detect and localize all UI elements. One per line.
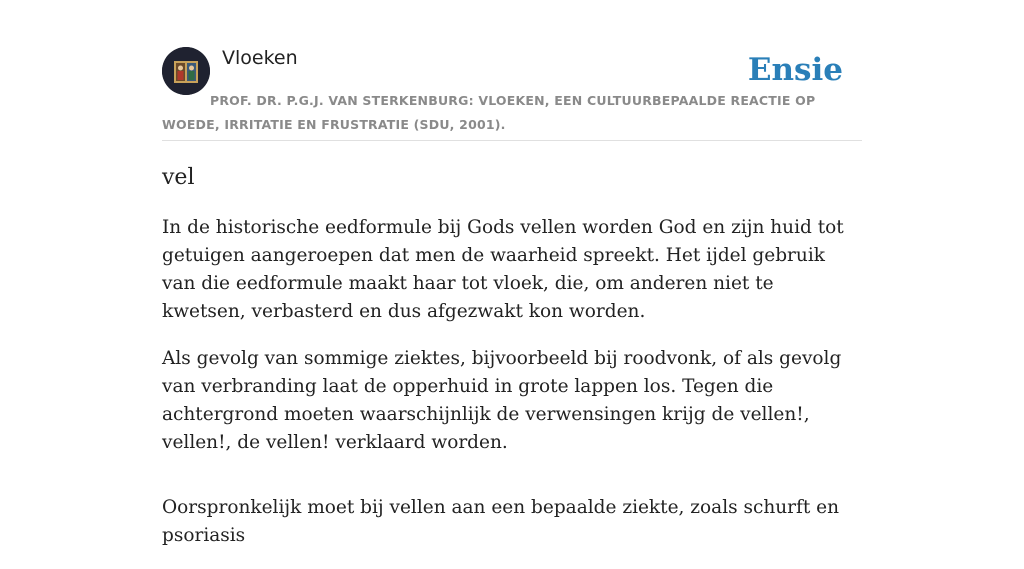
article-content [162, 160, 862, 569]
book-title[interactable]: Vloeken [222, 47, 298, 69]
book-cover-icon[interactable] [162, 47, 210, 95]
book-header [162, 46, 862, 141]
article-paragraph: Als gevolg van sommige ziektes, bijvoorbeeld bij roodvonk, of als gevolg van verbranding laat de opperhuid in grote lappen los. Tegen die achtergrond moeten waarschijnlijk de verwensingen krijg de vellen!, vellen!, de vellen! verklaard worden. [162, 348, 842, 453]
article-paragraph: Oorspronkelijk moet bij vellen aan een bepaalde ziekte, zoals schurft en psoriasis [162, 497, 840, 546]
source-citation: PROF. DR. P.G.J. VAN STERKENBURG: VLOEKEN, EEN CULTUURBEPAALDE REACTIE OP WOEDE, IRRITATIE EN FRUSTRATIE (SDU, 2001). [162, 93, 816, 132]
ensie-logo[interactable]: Ensie [747, 52, 843, 88]
article-paragraph: In de historische eedformule bij Gods vellen worden God en zijn huid tot getuigen aangeroepen dat men de waarheid spreekt. Het ijdel gebruik van die eedformule maakt haar tot vloek, die, om anderen niet te kwetsen, verbasterd en dus afgezwakt kon worden. [162, 217, 844, 322]
lemma-title: vel [162, 165, 195, 190]
